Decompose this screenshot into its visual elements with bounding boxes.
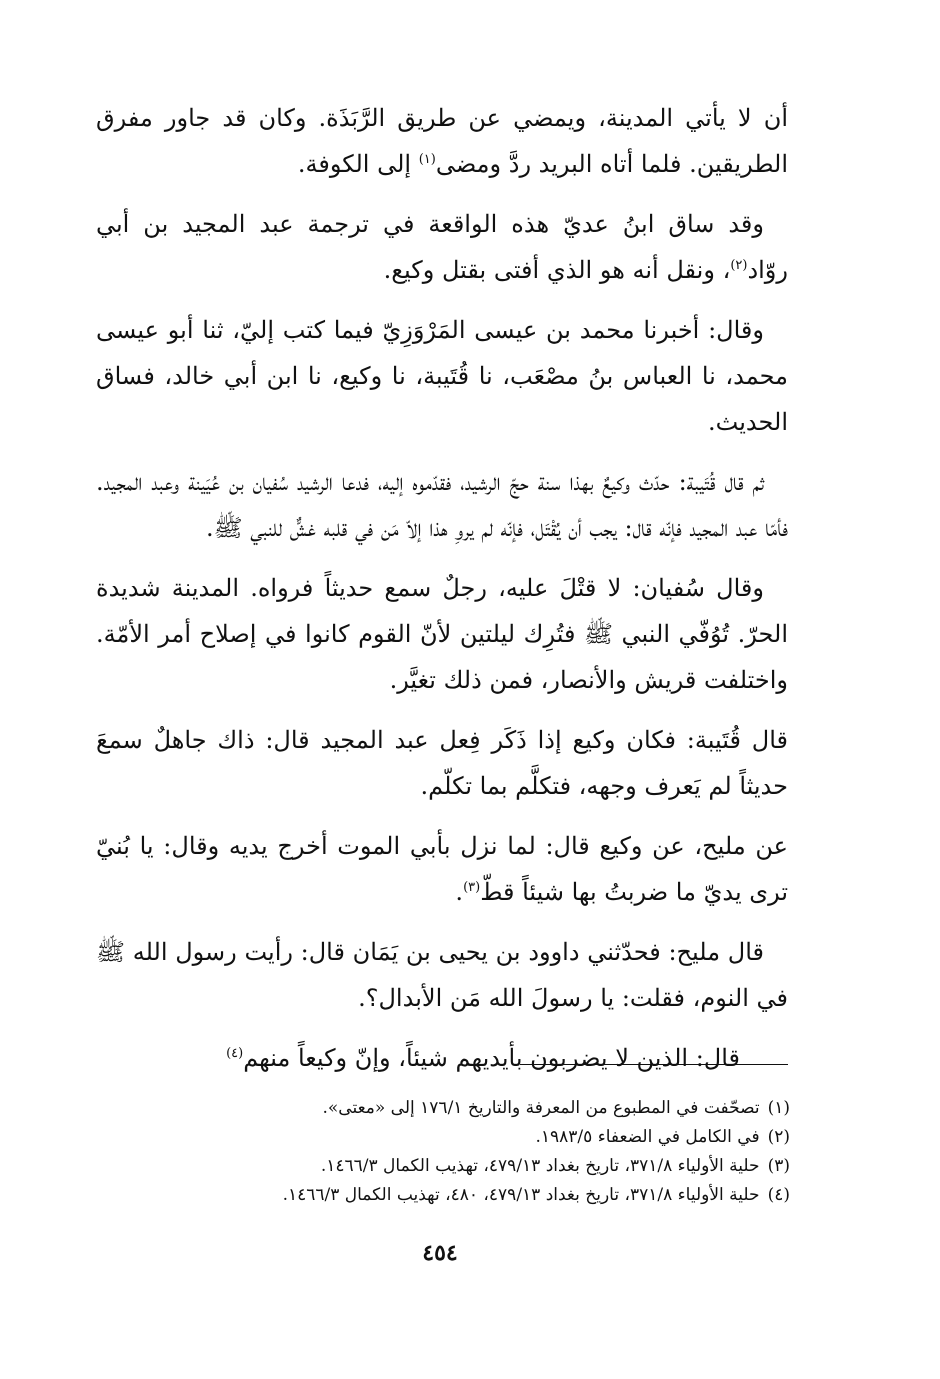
paragraph-8: قال مليح: فحدّثني داوود بن يحيى بن يَمَان قال: رأيت رسول الله ﷺ في النوم، فقلت: يا رسولَ الله مَن الأبدال؟. (96, 938, 788, 1012)
footnote-text: حلية الأولياء ٣٧١/٨، تاريخ بغداد ٤٧٩/١٣، تهذيب الكمال ١٤٦٦/٣. (320, 1156, 760, 1176)
paragraph-3: وقال: أخبرنا محمد بن عيسى المَرْوَزِيّ فيما كتب إليّ، ثنا أبو عيسى محمد، نا العباس بنُ مصْعَب، نا قُتَيبة، نا وكيع، نا ابن أبي خالد، فساق الحديث. (96, 316, 788, 436)
footnotes (150, 1094, 790, 1210)
paragraph-text: عن مليح، عن وكيع قال: لما نزل بأبي الموت أخرج يديه وقال: يا بُنيّ ترى يديّ ما ضربتُ بها شيئاً قطّ (96, 832, 788, 906)
footnote-divider (520, 1064, 788, 1065)
paragraph-4: ثم قال قُتَيبة: حدّث وكيعٌ بهذا سنة حجّ الرشيد، فقدّموه إليه، فدعا الرشيد سُفيان بن عُيَينة وعبد المجيد. فأمّا عبد المجيد فإنّه قال: يجب أن يُقْتَل، فإنّه لم يروِ هذا إلاّ مَن في قلبه غشٌّ للنبي ﷺ. (96, 468, 788, 542)
footnote-marker: (٢) (730, 258, 748, 273)
footnote-2 (150, 1123, 790, 1152)
footnote-number: (٣) (767, 1156, 790, 1176)
paragraph-text: . (455, 878, 464, 906)
paragraph-text: أن لا يأتي المدينة، ويمضي عن طريق الرَّبَذَة. وكان قد جاور مفرق الطريقين. فلما أتاه البريد ردَّ ومضى (96, 104, 788, 178)
paragraph-text: ، ونقل أنه هو الذي أفتى بقتل وكيع. (383, 256, 731, 284)
footnote-text: في الكامل في الضعفاء ١٩٨٣/٥. (535, 1127, 760, 1147)
paragraph-7 (96, 823, 788, 915)
footnote-number: (٢) (767, 1127, 790, 1147)
footnote-text: حلية الأولياء ٣٧١/٨، تاريخ بغداد ٤٧٩/١٣، ٤٨٠، تهذيب الكمال ١٤٦٦/٣. (282, 1185, 760, 1205)
body-text (96, 95, 788, 1095)
footnote-4 (150, 1181, 790, 1210)
paragraph-2 (96, 201, 788, 293)
footnote-number: (٤) (767, 1185, 790, 1205)
paragraph-text: إلى الكوفة. (297, 150, 419, 178)
paragraph-1 (96, 95, 788, 187)
footnote-1 (150, 1094, 790, 1123)
footnote-marker: (٣) (463, 880, 481, 895)
paragraph-text: وقد ساق ابنُ عديّ هذه الواقعة في ترجمة عبد المجيد بن أبي روّاد (96, 210, 788, 284)
paragraph-text: قال: الذين لا يضربون بأيديهم شيئاً، وإنّ وكيعاً منهم (243, 1044, 740, 1072)
paragraph-6: قال قُتَيبة: فكان وكيع إذا ذَكَر فِعل عبد المجيد قال: ذاك جاهلٌ سمعَ حديثاً لم يَعرف وجهه، فتكلَّم بما تكلّم. (96, 726, 788, 800)
footnote-text: تصحّفت في المطبوع من المعرفة والتاريخ ١٧٦/١ إلى «معتى». (322, 1098, 760, 1118)
paragraph-9 (96, 1035, 788, 1081)
footnote-3 (150, 1152, 790, 1181)
page-number: ٤٥٤ (422, 1240, 458, 1266)
paragraph-5: وقال سُفيان: لا قتْلَ عليه، رجلٌ سمع حديثاً فرواه. المدينة شديدة الحرّ. تُوُفّي النبي ﷺ فتُرِك ليلتين لأنّ القوم كانوا في إصلاح أمر الأمّة. واختلفت قريش والأنصار، فمن ذلك تغيَّر. (96, 574, 788, 694)
footnote-marker: (٤) (226, 1046, 244, 1061)
footnote-marker: (١) (418, 152, 436, 167)
footnote-number: (١) (767, 1098, 790, 1118)
